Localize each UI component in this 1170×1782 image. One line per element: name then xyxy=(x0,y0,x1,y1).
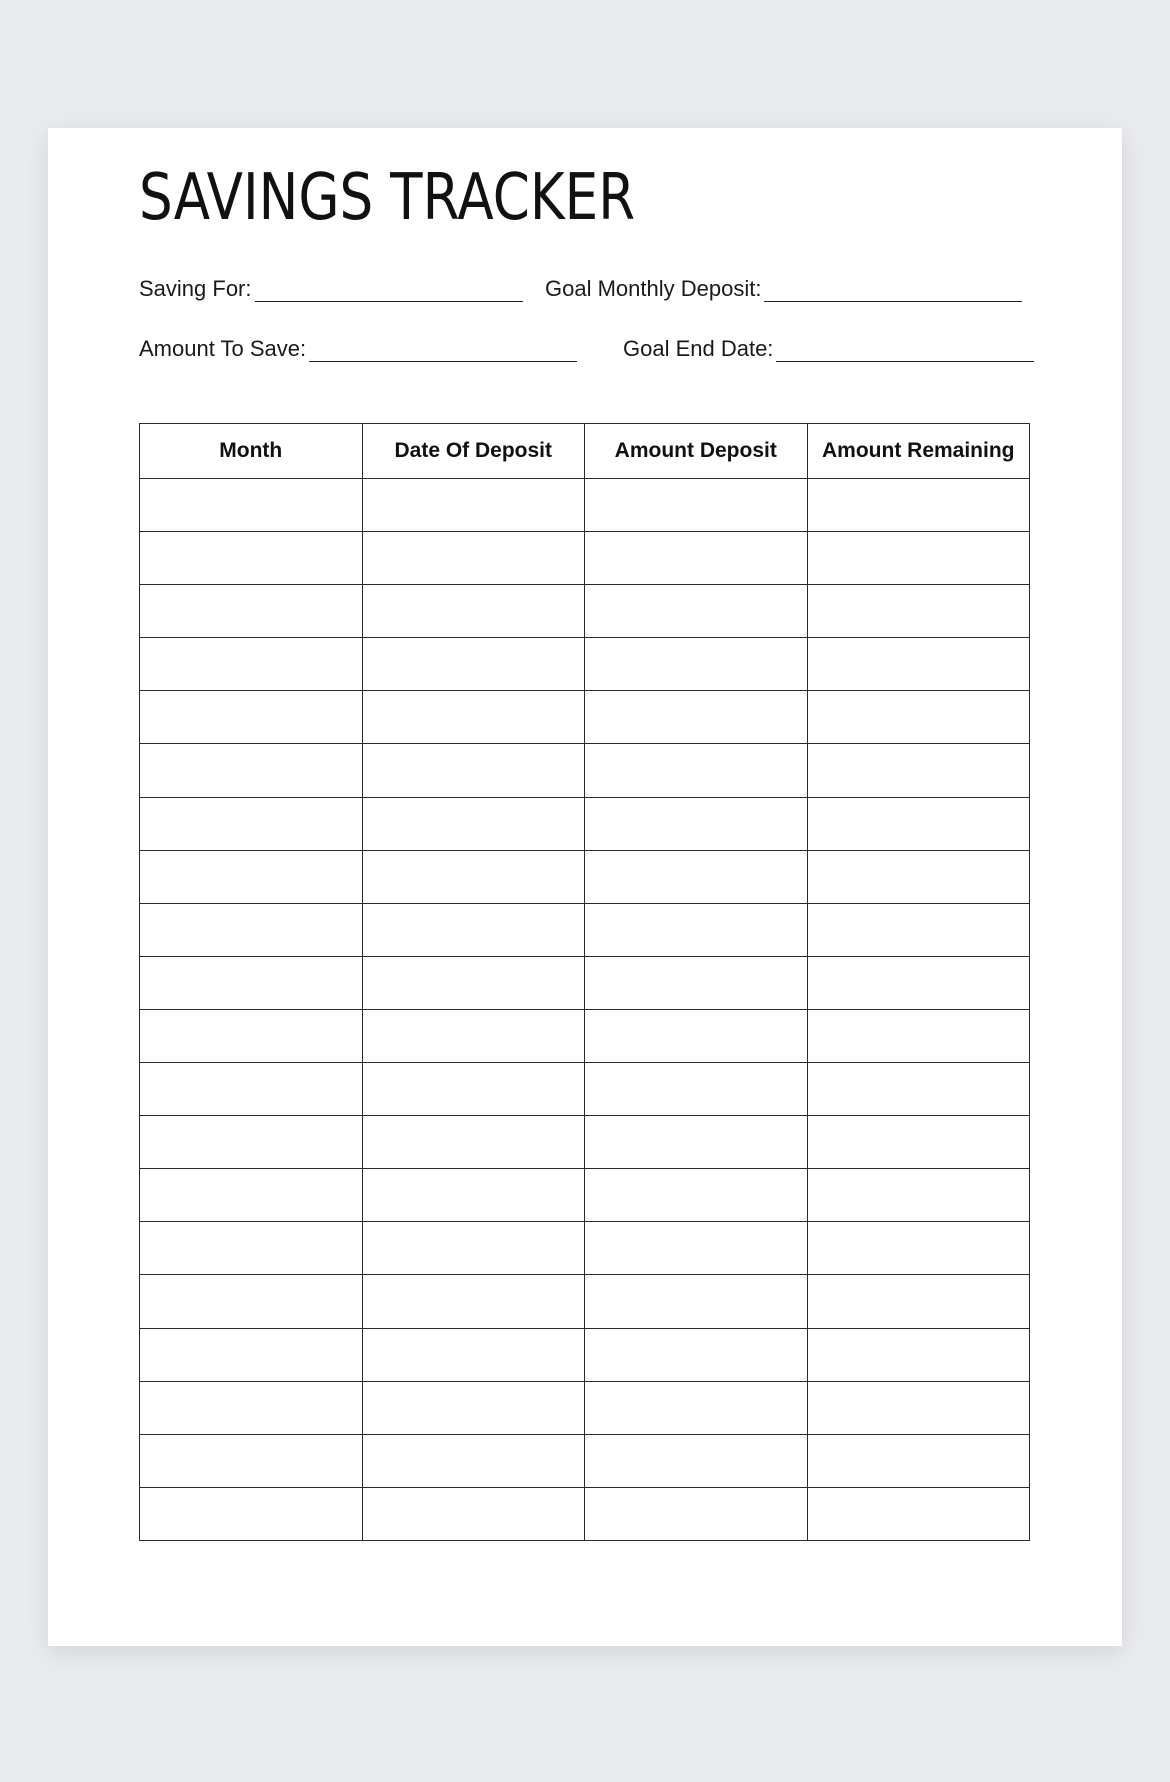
goal-monthly-deposit-blank[interactable] xyxy=(764,279,1022,302)
table-cell[interactable] xyxy=(140,1009,363,1062)
table-row xyxy=(140,956,1030,1009)
table-cell[interactable] xyxy=(585,1222,808,1275)
table-cell[interactable] xyxy=(140,479,363,532)
table-cell[interactable] xyxy=(140,638,363,691)
table-row xyxy=(140,1381,1030,1434)
table-cell[interactable] xyxy=(362,1222,585,1275)
header-amount-deposit: Amount Deposit xyxy=(585,424,808,479)
table-row xyxy=(140,1434,1030,1487)
table-cell[interactable] xyxy=(140,1381,363,1434)
table-cell[interactable] xyxy=(807,691,1030,744)
table-row xyxy=(140,1275,1030,1328)
header-amount-remaining: Amount Remaining xyxy=(807,424,1030,479)
table-cell[interactable] xyxy=(807,1381,1030,1434)
table-row xyxy=(140,691,1030,744)
table-cell[interactable] xyxy=(807,956,1030,1009)
table-cell[interactable] xyxy=(807,638,1030,691)
table-cell[interactable] xyxy=(362,1169,585,1222)
table-cell[interactable] xyxy=(362,479,585,532)
table-cell[interactable] xyxy=(585,903,808,956)
table-cell[interactable] xyxy=(140,585,363,638)
amount-to-save-field xyxy=(139,336,577,362)
table-cell[interactable] xyxy=(585,479,808,532)
table-cell[interactable] xyxy=(807,903,1030,956)
savings-table xyxy=(139,423,1030,1541)
worksheet-page xyxy=(48,128,1122,1646)
table-cell[interactable] xyxy=(362,1063,585,1116)
table-cell[interactable] xyxy=(362,1116,585,1169)
goal-monthly-deposit-label: Goal Monthly Deposit: xyxy=(545,276,762,301)
table-cell[interactable] xyxy=(807,1063,1030,1116)
table-cell[interactable] xyxy=(362,691,585,744)
table-cell[interactable] xyxy=(807,585,1030,638)
table-cell[interactable] xyxy=(140,1063,363,1116)
table-cell[interactable] xyxy=(585,1116,808,1169)
table-cell[interactable] xyxy=(585,1434,808,1487)
goal-monthly-deposit-field xyxy=(545,276,1022,302)
table-cell[interactable] xyxy=(585,797,808,850)
table-row xyxy=(140,1222,1030,1275)
table-cell[interactable] xyxy=(585,1169,808,1222)
table-cell[interactable] xyxy=(807,532,1030,585)
amount-to-save-blank[interactable] xyxy=(309,339,577,362)
table-cell[interactable] xyxy=(585,1487,808,1540)
saving-for-blank[interactable] xyxy=(255,279,523,302)
table-cell[interactable] xyxy=(362,850,585,903)
table-cell[interactable] xyxy=(140,797,363,850)
page-title: SAVINGS TRACKER xyxy=(139,161,636,235)
table-cell[interactable] xyxy=(585,1063,808,1116)
table-cell[interactable] xyxy=(585,691,808,744)
table-cell[interactable] xyxy=(807,1222,1030,1275)
table-body xyxy=(140,479,1030,1541)
table-cell[interactable] xyxy=(362,1487,585,1540)
table-cell[interactable] xyxy=(140,744,363,797)
saving-for-label: Saving For: xyxy=(139,276,252,301)
table-row xyxy=(140,903,1030,956)
table-cell[interactable] xyxy=(362,638,585,691)
table-row xyxy=(140,1328,1030,1381)
table-cell[interactable] xyxy=(140,1434,363,1487)
table-cell[interactable] xyxy=(140,1328,363,1381)
table-cell[interactable] xyxy=(140,1169,363,1222)
table-cell[interactable] xyxy=(362,1328,585,1381)
table-cell[interactable] xyxy=(362,1434,585,1487)
table-row xyxy=(140,638,1030,691)
goal-end-date-blank[interactable] xyxy=(776,339,1034,362)
table-cell[interactable] xyxy=(362,1009,585,1062)
table-cell[interactable] xyxy=(140,691,363,744)
table-header-row xyxy=(140,424,1030,479)
table-cell[interactable] xyxy=(362,1275,585,1328)
table-cell[interactable] xyxy=(807,1487,1030,1540)
table-row xyxy=(140,1063,1030,1116)
table-cell[interactable] xyxy=(807,1116,1030,1169)
table-row xyxy=(140,585,1030,638)
table-cell[interactable] xyxy=(585,1328,808,1381)
table-row xyxy=(140,797,1030,850)
saving-for-field xyxy=(139,276,523,302)
table-row xyxy=(140,744,1030,797)
table-cell[interactable] xyxy=(140,1487,363,1540)
table-cell[interactable] xyxy=(807,479,1030,532)
table-cell[interactable] xyxy=(140,956,363,1009)
table-cell[interactable] xyxy=(807,1169,1030,1222)
table-cell[interactable] xyxy=(807,1434,1030,1487)
table-row xyxy=(140,532,1030,585)
table-row xyxy=(140,479,1030,532)
table-cell[interactable] xyxy=(362,797,585,850)
table-cell[interactable] xyxy=(585,1009,808,1062)
table-cell[interactable] xyxy=(140,532,363,585)
table-cell[interactable] xyxy=(807,1328,1030,1381)
table-cell[interactable] xyxy=(585,1275,808,1328)
table-cell[interactable] xyxy=(807,1275,1030,1328)
table-row xyxy=(140,1116,1030,1169)
table-row xyxy=(140,1009,1030,1062)
table-cell[interactable] xyxy=(140,1116,363,1169)
goal-end-date-field xyxy=(623,336,1034,362)
table-cell[interactable] xyxy=(585,532,808,585)
table-cell[interactable] xyxy=(585,850,808,903)
table-cell[interactable] xyxy=(807,744,1030,797)
table-row xyxy=(140,850,1030,903)
table-cell[interactable] xyxy=(140,850,363,903)
table-row xyxy=(140,1169,1030,1222)
header-date-of-deposit: Date Of Deposit xyxy=(362,424,585,479)
table-cell[interactable] xyxy=(140,1275,363,1328)
table-cell[interactable] xyxy=(362,532,585,585)
table-cell[interactable] xyxy=(140,903,363,956)
table-cell[interactable] xyxy=(585,638,808,691)
goal-end-date-label: Goal End Date: xyxy=(623,336,774,361)
table-cell[interactable] xyxy=(585,585,808,638)
table-cell[interactable] xyxy=(585,744,808,797)
table-cell[interactable] xyxy=(362,1381,585,1434)
table-cell[interactable] xyxy=(140,1222,363,1275)
table-cell[interactable] xyxy=(362,903,585,956)
table-cell[interactable] xyxy=(585,1381,808,1434)
table-cell[interactable] xyxy=(362,585,585,638)
table-row xyxy=(140,1487,1030,1540)
table-cell[interactable] xyxy=(807,797,1030,850)
amount-to-save-label: Amount To Save: xyxy=(139,336,307,361)
table-cell[interactable] xyxy=(807,1009,1030,1062)
header-month: Month xyxy=(140,424,363,479)
table-cell[interactable] xyxy=(585,956,808,1009)
table-cell[interactable] xyxy=(807,850,1030,903)
table-cell[interactable] xyxy=(362,744,585,797)
table-cell[interactable] xyxy=(362,956,585,1009)
